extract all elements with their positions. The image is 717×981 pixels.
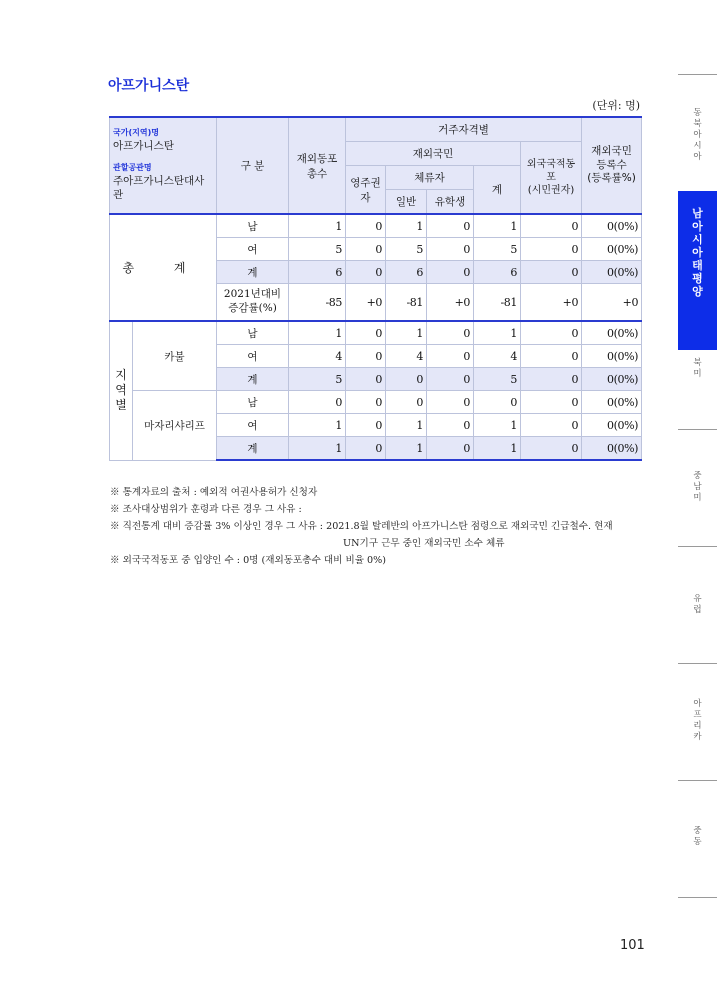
embassy-name: 주아프가니스탄대사관 [113, 175, 205, 202]
sidebar-tab-middle-east[interactable] [678, 826, 717, 848]
table-cell: 0 [346, 368, 386, 391]
table-cell: 0 [521, 261, 582, 284]
sidebar-tab-south-asia-pacific[interactable] [678, 191, 717, 350]
region-sidebar [676, 74, 717, 904]
sidebar-tab-latin-america[interactable] [678, 471, 717, 504]
row-label: 계 [217, 437, 289, 461]
division-header: 구 분 [217, 117, 289, 214]
table-cell: 0 [346, 391, 386, 414]
row-label: 여 [217, 345, 289, 368]
table-cell: 0 [289, 391, 346, 414]
sidebar-tab-label: 유럽 [693, 594, 702, 615]
table-cell: 0(0%) [582, 321, 642, 345]
table-cell: 1 [289, 214, 346, 238]
footnote: UN기구 근무 중인 재외국민 소수 체류 [343, 538, 505, 549]
table-cell: 0 [386, 368, 427, 391]
table-cell: +0 [427, 284, 474, 322]
sidebar-tab-label: 남아시아태평양 [692, 207, 703, 298]
sidebar-tab-label: 중남미 [693, 471, 702, 503]
subtotal-header: 계 [474, 166, 521, 215]
sidebar-tab-label: 북미 [693, 358, 702, 379]
registered-header: 재외국민 등록수 (등록률%) [582, 117, 642, 214]
table-cell: 0 [346, 321, 386, 345]
statistics-table [109, 116, 642, 461]
sojourner-header: 체류자 [386, 166, 474, 190]
row-label: 2021년대비 증감률(%) [217, 284, 289, 322]
table-cell: 0 [346, 437, 386, 461]
table-cell: 1 [289, 437, 346, 461]
row-label: 계 [217, 368, 289, 391]
table-cell: 5 [474, 368, 521, 391]
region-name: 카불 [133, 321, 217, 391]
table-cell: 1 [474, 414, 521, 437]
embassy-label: 관할공관명 [113, 163, 152, 173]
table-cell: 0 [386, 391, 427, 414]
row-label: 여 [217, 414, 289, 437]
unit-label: (단위: 명) [592, 99, 640, 112]
table-cell: 1 [289, 321, 346, 345]
table-cell: 1 [289, 414, 346, 437]
table-cell: -81 [386, 284, 427, 322]
sidebar-tab-label: 아프리카 [693, 699, 702, 742]
table-cell: 0 [521, 414, 582, 437]
table-cell: 1 [386, 414, 427, 437]
table-cell: 0 [521, 238, 582, 261]
table-cell: 0 [427, 261, 474, 284]
table-cell: 6 [289, 261, 346, 284]
table-cell: -85 [289, 284, 346, 322]
total-group-label: 총 계 [110, 214, 217, 321]
table-cell: 0 [346, 261, 386, 284]
row-label: 남 [217, 321, 289, 345]
sidebar-tab-africa[interactable] [678, 699, 717, 743]
total-header: 재외동포 총수 [289, 117, 346, 214]
country-label: 국가(지역)명 [113, 128, 159, 138]
table-cell: 0 [521, 391, 582, 414]
table-cell: 0 [427, 214, 474, 238]
foreign-header: 외국국적동포 (시민권자) [521, 142, 582, 215]
table-cell: 5 [289, 368, 346, 391]
table-cell: 0(0%) [582, 261, 642, 284]
table-cell: 0 [427, 368, 474, 391]
sidebar-tab-northeast-asia[interactable] [678, 108, 717, 163]
table-cell: 4 [474, 345, 521, 368]
table-cell: 0 [427, 437, 474, 461]
table-cell: 0(0%) [582, 437, 642, 461]
nationals-header: 재외국민 [346, 142, 521, 166]
region-group-label: 지 역 별 [110, 321, 133, 460]
table-cell: 0 [427, 414, 474, 437]
footnote: ※ 통계자료의 출처 : 예외적 여권사용허가 신청자 [110, 487, 318, 498]
table-cell: 1 [474, 437, 521, 461]
page-title: 아프가니스탄 [108, 78, 190, 94]
table-cell: 0 [346, 238, 386, 261]
footnote: ※ 직전통계 대비 증감률 3% 이상인 경우 그 사유 : 2021.8월 탈레반의 아프가니스탄 점령으로 재외국민 긴급철수. 현재 [110, 521, 613, 532]
table-cell: 1 [386, 437, 427, 461]
general-header: 일반 [386, 190, 427, 215]
sidebar-tab-north-america[interactable] [678, 358, 717, 380]
table-row [110, 214, 642, 238]
table-cell: 0 [427, 238, 474, 261]
footnote: ※ 조사대상범위가 훈령과 다른 경우 그 사유 : [110, 504, 302, 515]
country-name: 아프가니스탄 [113, 140, 174, 153]
table-cell: 0 [427, 345, 474, 368]
page-number: 101 [620, 938, 645, 953]
sidebar-tab-label: 중동 [693, 826, 702, 847]
table-cell: 6 [474, 261, 521, 284]
table-cell: 0(0%) [582, 368, 642, 391]
table-cell: 0 [346, 414, 386, 437]
table-cell: 0(0%) [582, 214, 642, 238]
table-cell: 0 [521, 345, 582, 368]
table-cell: +0 [521, 284, 582, 322]
table-cell: 0 [521, 368, 582, 391]
table-cell: 4 [386, 345, 427, 368]
permanent-header: 영주권자 [346, 166, 386, 215]
table-cell: 0 [427, 391, 474, 414]
sidebar-tab-europe[interactable] [678, 594, 717, 616]
table-cell: 0 [346, 345, 386, 368]
table-cell: 0(0%) [582, 414, 642, 437]
table-cell: 0(0%) [582, 391, 642, 414]
table-cell: 0 [346, 214, 386, 238]
table-cell: 0 [521, 321, 582, 345]
table-cell: 1 [474, 321, 521, 345]
table-cell: 1 [386, 321, 427, 345]
table-cell: 0(0%) [582, 238, 642, 261]
row-label: 남 [217, 391, 289, 414]
row-label: 계 [217, 261, 289, 284]
table-cell: +0 [582, 284, 642, 322]
row-label: 여 [217, 238, 289, 261]
table-cell: +0 [346, 284, 386, 322]
table-cell: 5 [474, 238, 521, 261]
table-cell: 0 [427, 321, 474, 345]
residence-header: 거주자격별 [346, 117, 582, 142]
footnotes [110, 484, 650, 569]
table-cell: 1 [386, 214, 427, 238]
table-cell: 0 [474, 391, 521, 414]
table-cell: 0 [521, 214, 582, 238]
table-row [110, 321, 642, 345]
table-cell: 6 [386, 261, 427, 284]
country-embassy-cell [110, 117, 217, 214]
table-cell: 5 [386, 238, 427, 261]
table-cell: 5 [289, 238, 346, 261]
table-cell: 0(0%) [582, 345, 642, 368]
region-name: 마자리샤리프 [133, 391, 217, 461]
table-cell: 4 [289, 345, 346, 368]
table-cell: -81 [474, 284, 521, 322]
table-cell: 0 [521, 437, 582, 461]
table-cell: 1 [474, 214, 521, 238]
student-header: 유학생 [427, 190, 474, 215]
table-row [110, 391, 642, 414]
sidebar-tab-label: 동북아시아 [693, 108, 702, 162]
footnote: ※ 외국국적동포 중 입양인 수 : 0명 (재외동포총수 대비 비율 0%) [110, 555, 387, 566]
row-label: 남 [217, 214, 289, 238]
